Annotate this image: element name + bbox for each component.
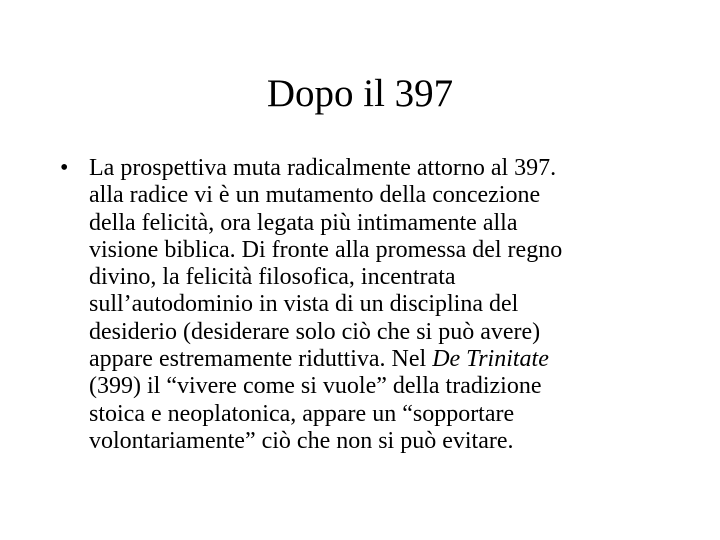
- slide-title: Dopo il 397: [266, 72, 454, 115]
- body-line-8: [89, 346, 660, 373]
- body-line-11: volontariamente” ciò che non si può evitare.: [89, 427, 514, 454]
- bullet-icon: •: [60, 155, 69, 181]
- bullet-item: [60, 155, 660, 455]
- body-line-9: (399) il “vivere come si vuole” della tradizione: [89, 373, 542, 400]
- body-line-2: alla radice vi è un mutamento della concezione: [89, 182, 541, 209]
- body-line-10: stoica e neoplatonica, appare un “sopportare: [89, 400, 515, 427]
- body-line-4: visione biblica. Di fronte alla promessa del regno: [89, 236, 563, 263]
- body-line-3: della felicità, ora legata più intimamente alla: [89, 209, 518, 236]
- body-line-1: La prospettiva muta radicalmente attorno al 397.: [89, 155, 557, 181]
- bullet-text: [89, 155, 660, 455]
- body-line-7: desiderio (desiderare solo ciò che si può avere): [89, 318, 541, 345]
- body-line-6: sull’autodominio in vista di un disciplina del: [89, 291, 519, 318]
- body-line-8-text: appare estremamente riduttiva. Nel: [89, 346, 433, 373]
- body-line-5: divino, la felicità filosofica, incentrata: [89, 264, 456, 291]
- work-title-italic: De Trinitate: [432, 346, 549, 373]
